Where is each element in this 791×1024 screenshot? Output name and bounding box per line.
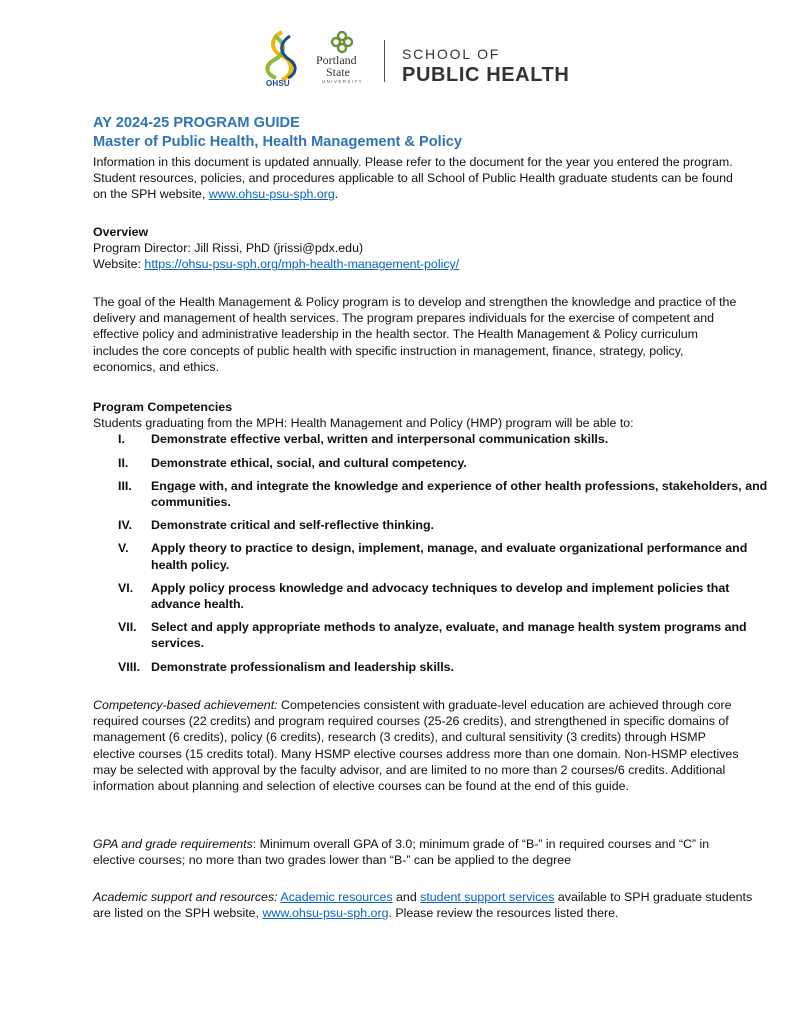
competency-text: Apply policy process knowledge and advocacy techniques to develop and implement policies that advance health.	[151, 580, 730, 612]
logo-divider	[384, 40, 385, 82]
website-label: Website:	[93, 257, 145, 272]
competency-item	[93, 431, 773, 447]
competency-text: Apply theory to practice to design, implement, manage, and evaluate organizational performance and health policy.	[151, 541, 748, 572]
competency-number: VI.	[118, 580, 134, 595]
competency-item	[93, 455, 773, 471]
overview-heading: Overview	[93, 225, 149, 239]
program-website	[93, 256, 733, 272]
goal-paragraph: The goal of the Health Management & Policy program is to develop and strengthen the knowledge and practice of the delivery and management of health services. The program prepares individuals for the exercise of competent and effective policy and administrative leadership in the health sector. The Health Management & Policy curriculum includes the core concepts of public health with specific instruction in management, finance, strategy, policy, economics, and ethics.	[93, 295, 737, 374]
achievement-text: Competencies consistent with graduate-level education are achieved through core required courses (22 credits) and program required courses (25-26 credits), and strengthened in specific domains of management (6 credits), policy (6 credits), research (3 credits), and cultural sensitivity (3 credits) through HSMP elective courses (15 credits total). Many HSMP elective courses address more than one domain. Non-HSMP electives may be selected with approval by the faculty advisor, and are limited to no more than 2 courses/6 credits. Additional information about planning and selection of elective courses can be found at the end of this guide.	[93, 698, 739, 794]
support-text-mid1: and	[392, 890, 421, 904]
competencies-lead: Students graduating from the MPH: Health Management and Policy (HMP) program will be able to:	[93, 416, 634, 431]
gpa-label: GPA and grade requirements	[93, 837, 253, 851]
competencies-section	[93, 399, 773, 675]
psu-wordmark-line1: Portland	[316, 53, 357, 67]
overview-section	[93, 224, 733, 273]
sph-wordmark-line1: SCHOOL OF	[402, 46, 501, 62]
gpa-text: : Minimum overall GPA of 3.0; minimum grade of “B-” in required courses and “C” in elective courses; no more than two grades lower than “B-” can be applied to the degree	[93, 837, 710, 868]
competency-number: VII.	[118, 620, 137, 635]
competency-number: IV.	[118, 518, 133, 533]
ohsu-wordmark: OHSU	[266, 79, 290, 88]
header-logos	[262, 26, 592, 90]
support-label: Academic support and resources:	[93, 890, 278, 904]
competency-item	[93, 659, 773, 675]
program-website-link[interactable]: https://ohsu-psu-sph.org/mph-health-management-policy/	[144, 257, 460, 272]
intro-text-end: .	[334, 187, 339, 202]
psu-wordmark-line3: UNIVERSITY	[322, 79, 364, 84]
competency-item	[93, 580, 773, 612]
competency-text: Demonstrate professionalism and leadership skills.	[151, 659, 454, 674]
achievement-label: Competency-based achievement:	[93, 698, 278, 712]
competency-number: I.	[118, 432, 125, 447]
sph-wordmark-line2: PUBLIC HEALTH	[402, 64, 570, 86]
intro-text: Information in this document is updated annually. Please refer to the document for the year you entered the program. Student resources, policies, and procedures applicable to all School of Public Health graduate students can be found on the SPH website,	[93, 155, 733, 202]
sph-website-link-footer[interactable]: www.ohsu-psu-sph.org	[262, 906, 389, 921]
competency-number: II.	[118, 455, 129, 470]
sph-website-link[interactable]: www.ohsu-psu-sph.org	[208, 187, 335, 202]
competency-text: Engage with, and integrate the knowledge and experience of other health professions, stakeholders, and communities.	[151, 478, 768, 510]
intro-paragraph	[93, 154, 733, 203]
psu-wordmark-line2: State	[326, 65, 350, 79]
support-paragraph	[93, 889, 753, 921]
competency-item	[93, 619, 773, 651]
competency-number: III.	[118, 478, 132, 493]
competency-item	[93, 478, 773, 510]
competency-text: Demonstrate critical and self-reflective thinking.	[151, 518, 435, 533]
academic-resources-link[interactable]: Academic resources	[280, 890, 393, 904]
achievement-paragraph	[93, 697, 743, 794]
competencies-heading: Program Competencies	[93, 400, 233, 414]
competency-number: V.	[118, 541, 129, 556]
page-title: AY 2024-25 PROGRAM GUIDE	[93, 115, 300, 131]
support-text-mid2: available to SPH graduate students are listed on the SPH website,	[93, 890, 753, 921]
program-director: Program Director: Jill Rissi, PhD (jrissi@pdx.edu)	[93, 241, 364, 256]
support-text-end: . Please review the resources listed there.	[388, 906, 619, 921]
competency-text: Demonstrate effective verbal, written and interpersonal communication skills.	[151, 432, 609, 447]
competency-number: VIII.	[118, 659, 141, 674]
competency-item	[93, 540, 773, 572]
gpa-paragraph	[93, 836, 753, 868]
page-subtitle: Master of Public Health, Health Management & Policy	[93, 134, 462, 150]
competency-text: Select and apply appropriate methods to analyze, evaluate, and manage health system programs and services.	[151, 620, 747, 651]
competency-text: Demonstrate ethical, social, and cultural competency.	[151, 455, 467, 470]
competency-item	[93, 517, 773, 533]
student-support-services-link[interactable]: student support services	[420, 890, 555, 904]
